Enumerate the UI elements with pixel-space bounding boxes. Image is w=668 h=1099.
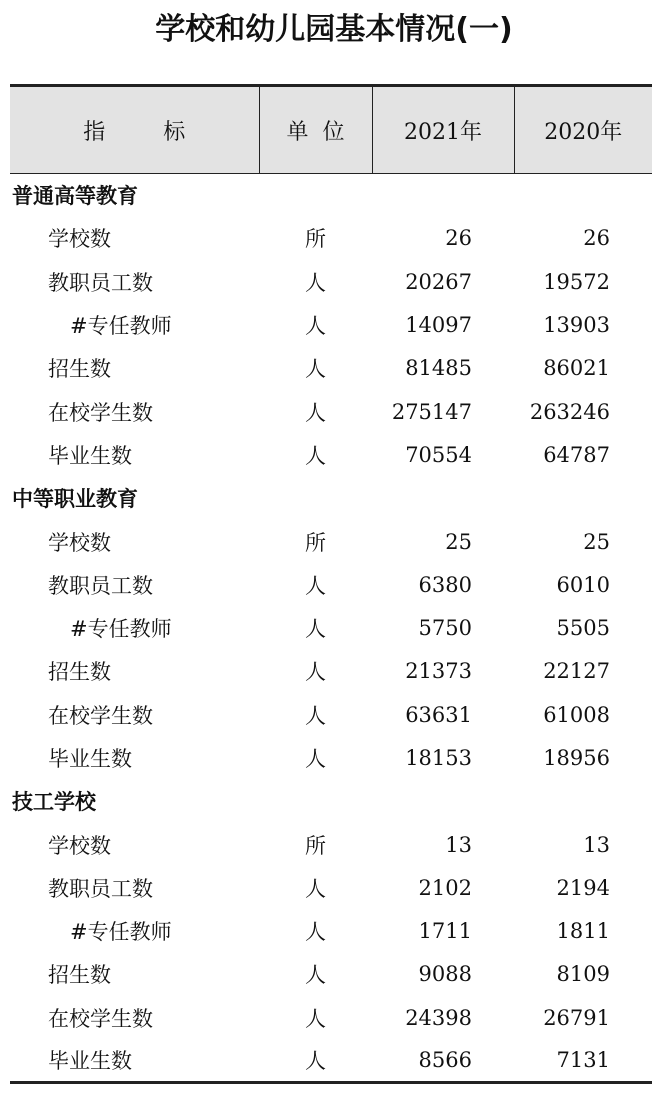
unit-cell: 人	[305, 573, 326, 598]
table-row	[10, 996, 652, 1039]
indicator-cell: #专任教师	[70, 314, 172, 339]
value-2020-cell: 5505	[556, 616, 610, 641]
table-row	[10, 736, 652, 779]
value-2020-cell: 86021	[543, 356, 610, 381]
table-row	[10, 563, 652, 606]
table-row	[10, 823, 652, 866]
value-2020-cell: 2194	[556, 875, 610, 900]
table-row	[10, 606, 652, 649]
value-2020-cell: 19572	[543, 269, 610, 294]
value-2020-cell: 13	[583, 832, 610, 857]
section-row	[10, 477, 652, 520]
value-2021-cell: 5750	[418, 616, 472, 641]
value-2020-cell: 263246	[529, 399, 610, 424]
indicator-cell: 教职员工数	[48, 876, 153, 901]
section-row	[10, 174, 652, 217]
table-row	[10, 693, 652, 736]
value-2021-cell: 14097	[405, 313, 472, 338]
section-title: 技工学校	[12, 790, 96, 815]
value-2020-cell: 61008	[543, 702, 610, 727]
indicator-cell: 在校学生数	[48, 703, 153, 728]
stats-table	[10, 84, 652, 1084]
value-2021-cell: 21373	[405, 659, 472, 684]
section-title: 普通高等教育	[12, 184, 138, 209]
unit-cell: 人	[305, 1049, 326, 1074]
value-2020-cell: 22127	[543, 659, 610, 684]
page-title: 学校和幼儿园基本情况(一)	[155, 12, 513, 47]
value-2020-cell: 1811	[556, 919, 610, 944]
indicator-cell: 在校学生数	[48, 1006, 153, 1031]
table-row	[10, 303, 652, 346]
value-2020-cell: 18956	[543, 746, 610, 770]
indicator-cell: 毕业生数	[48, 443, 132, 468]
value-2020-cell: 25	[583, 529, 610, 554]
unit-cell: 人	[305, 920, 326, 945]
value-2021-cell: 63631	[405, 702, 472, 727]
indicator-cell: 招生数	[48, 357, 111, 382]
unit-cell: 人	[305, 703, 326, 728]
section-row	[10, 780, 652, 823]
value-2021-cell: 70554	[405, 442, 472, 467]
table-row	[10, 347, 652, 390]
value-2020-cell: 6010	[556, 572, 610, 597]
indicator-cell: 招生数	[48, 963, 111, 988]
section-title: 中等职业教育	[12, 487, 138, 512]
header-unit: 单位	[259, 86, 372, 174]
header-row	[10, 86, 652, 174]
unit-cell: 所	[305, 833, 326, 858]
value-2021-cell: 20267	[405, 269, 472, 294]
table-row	[10, 390, 652, 433]
value-2021-cell: 13	[445, 832, 472, 857]
indicator-cell: #专任教师	[70, 617, 172, 642]
stats-table-container	[10, 84, 652, 1084]
table-row	[10, 1039, 652, 1082]
value-2021-cell: 24398	[405, 1005, 472, 1030]
value-2021-cell: 25	[445, 529, 472, 554]
unit-cell: 人	[305, 270, 326, 295]
table-row	[10, 433, 652, 476]
table-row	[10, 953, 652, 996]
unit-cell: 人	[305, 963, 326, 988]
indicator-cell: 教职员工数	[48, 270, 153, 295]
table-row	[10, 910, 652, 953]
value-2021-cell: 8566	[418, 1048, 472, 1073]
table-row	[10, 217, 652, 260]
indicator-cell: 教职员工数	[48, 573, 153, 598]
unit-cell: 人	[305, 443, 326, 468]
indicator-cell: 学校数	[48, 227, 111, 252]
unit-cell: 人	[305, 400, 326, 425]
indicator-cell: #专任教师	[70, 920, 172, 945]
unit-cell: 人	[305, 876, 326, 901]
value-2020-cell: 64787	[543, 442, 610, 467]
value-2020-cell: 7131	[556, 1048, 610, 1073]
unit-cell: 所	[305, 227, 326, 252]
indicator-cell: 学校数	[48, 833, 111, 858]
value-2021-cell: 1711	[418, 919, 472, 944]
header-2020: 2020年	[544, 119, 623, 145]
unit-cell: 人	[305, 747, 326, 771]
header-indicator: 指标	[10, 86, 259, 174]
indicator-cell: 毕业生数	[48, 747, 132, 771]
header-2021: 2021年	[372, 86, 514, 174]
unit-cell: 所	[305, 530, 326, 555]
value-2020-cell: 26791	[543, 1005, 610, 1030]
value-2021-cell: 2102	[418, 875, 472, 900]
table-row	[10, 520, 652, 563]
table-header	[10, 86, 652, 174]
unit-cell: 人	[305, 1006, 326, 1031]
unit-cell: 人	[305, 660, 326, 685]
value-2021-cell: 81485	[405, 356, 472, 381]
table-row	[10, 650, 652, 693]
value-2021-cell: 275147	[391, 399, 472, 424]
indicator-cell: 学校数	[48, 530, 111, 555]
value-2021-cell: 26	[445, 226, 472, 251]
unit-cell: 人	[305, 357, 326, 382]
value-2020-cell: 26	[583, 226, 610, 251]
value-2021-cell: 18153	[405, 746, 472, 770]
unit-cell: 人	[305, 314, 326, 339]
value-2020-cell: 13903	[543, 313, 610, 338]
value-2021-cell: 9088	[418, 962, 472, 987]
value-2021-cell: 6380	[418, 572, 472, 597]
table-row	[10, 866, 652, 909]
table-body	[10, 174, 652, 1083]
value-2020-cell: 8109	[556, 962, 610, 987]
unit-cell: 人	[305, 617, 326, 642]
table-row	[10, 260, 652, 303]
indicator-cell: 在校学生数	[48, 400, 153, 425]
indicator-cell: 招生数	[48, 660, 111, 685]
indicator-cell: 毕业生数	[48, 1049, 132, 1074]
